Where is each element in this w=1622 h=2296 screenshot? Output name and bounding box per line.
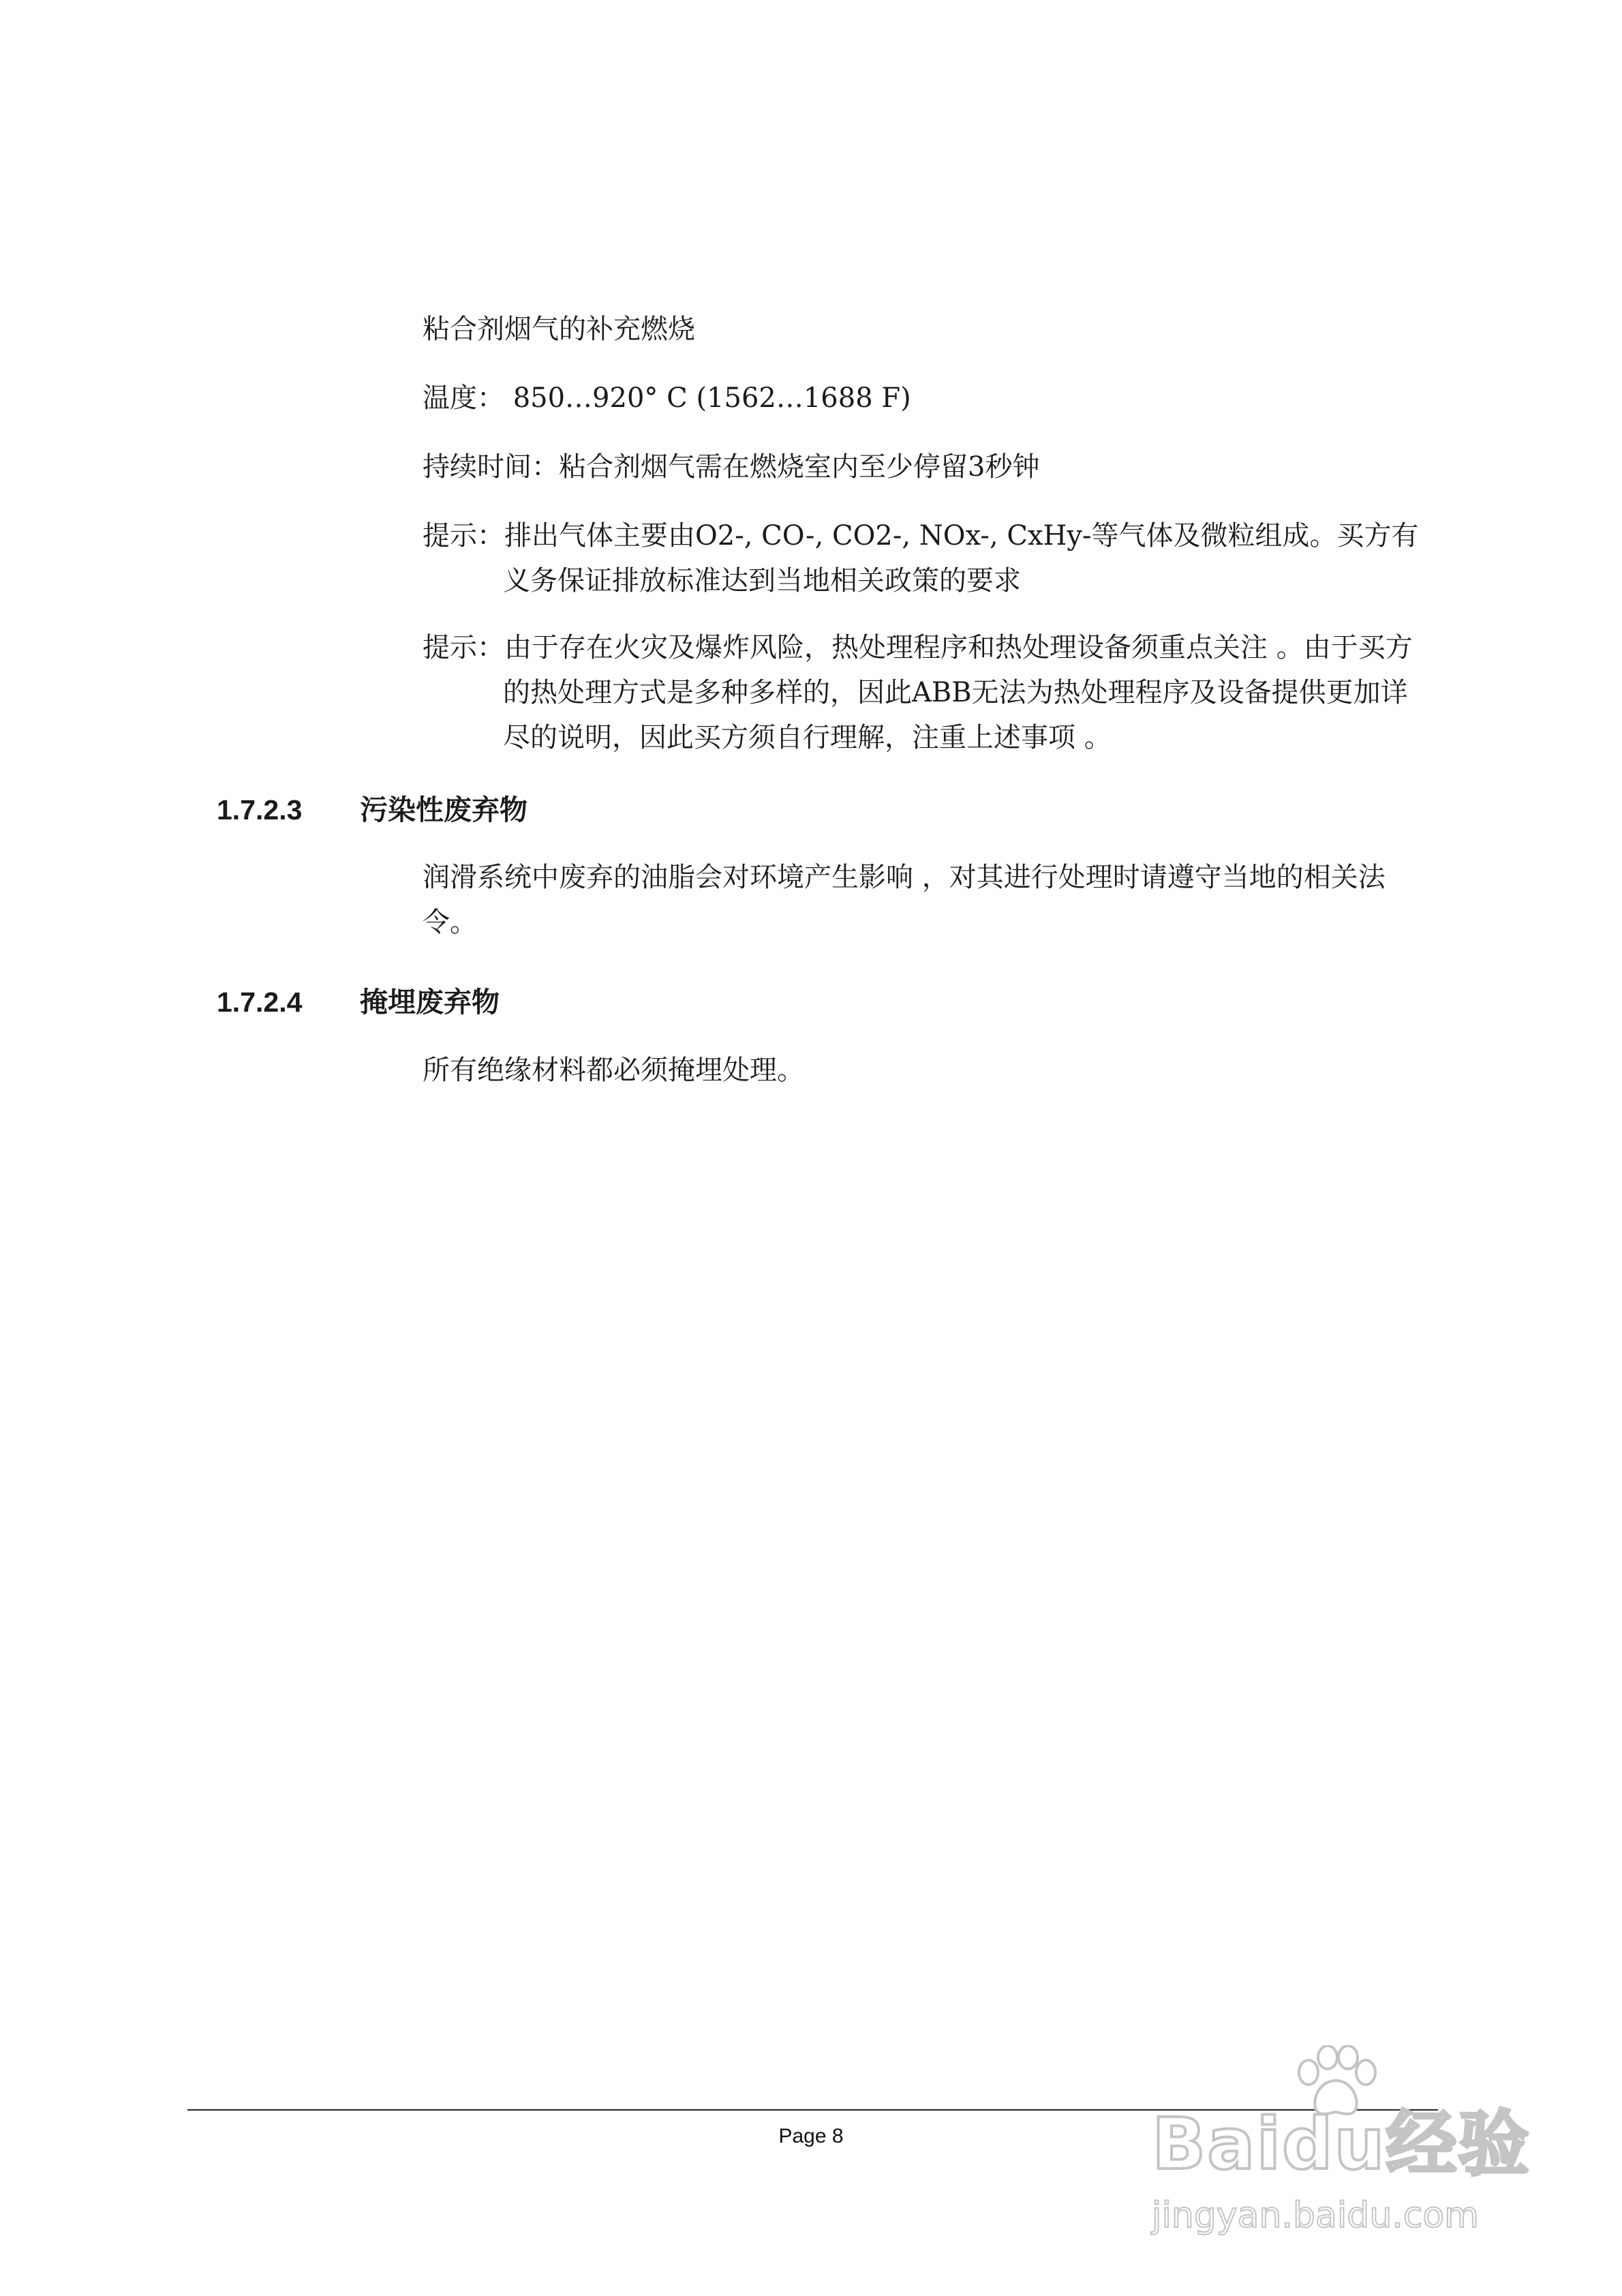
- hint-fire-risk: 提示：由于存在火灾及爆炸风险，热处理程序和热处理设备须重点关注 。由于买方的热处理方式是多种多样的，因此ABB无法为热处理程序及设备提供更加详尽的说明，因此买方须自行理解，注重上述事项 。: [423, 632, 1413, 753]
- watermark-url: jingyan.baidu.com: [1152, 2195, 1479, 2236]
- baidu-watermark: [1152, 2045, 1533, 2256]
- section-title: 污染性废弃物: [360, 794, 527, 826]
- body-line-afterburn: 粘合剂烟气的补充燃烧: [423, 314, 695, 345]
- section-number: 1.7.2.3: [217, 794, 303, 826]
- section-body-1723: 润滑系统中废弃的油脂会对环境产生影响 ，对其进行处理时请遵守当地的相关法令。: [423, 862, 1386, 938]
- page-number: Page 8: [778, 2125, 844, 2147]
- body-line-duration: 持续时间：粘合剂烟气需在燃烧室内至少停留3秒钟: [423, 451, 1040, 483]
- section-heading-1724: [217, 982, 500, 1023]
- section-number: 1.7.2.4: [217, 986, 303, 1018]
- section-title: 掩埋废弃物: [360, 986, 500, 1018]
- body-line-temperature: 温度： 850…920° C (1562…1688 F): [423, 382, 911, 414]
- watermark-logo: Baidu经验: [1152, 2102, 1531, 2186]
- hint-emissions: 提示：排出气体主要由O2-, CO-, CO2-, NOx-, CxHy-等气体及微粒组成。买方有义务保证排放标准达到当地相关政策的要求: [423, 520, 1419, 596]
- section-body-1724: 所有绝缘材料都必须掩埋处理。: [423, 1055, 804, 1086]
- section-heading-1723: [217, 789, 527, 830]
